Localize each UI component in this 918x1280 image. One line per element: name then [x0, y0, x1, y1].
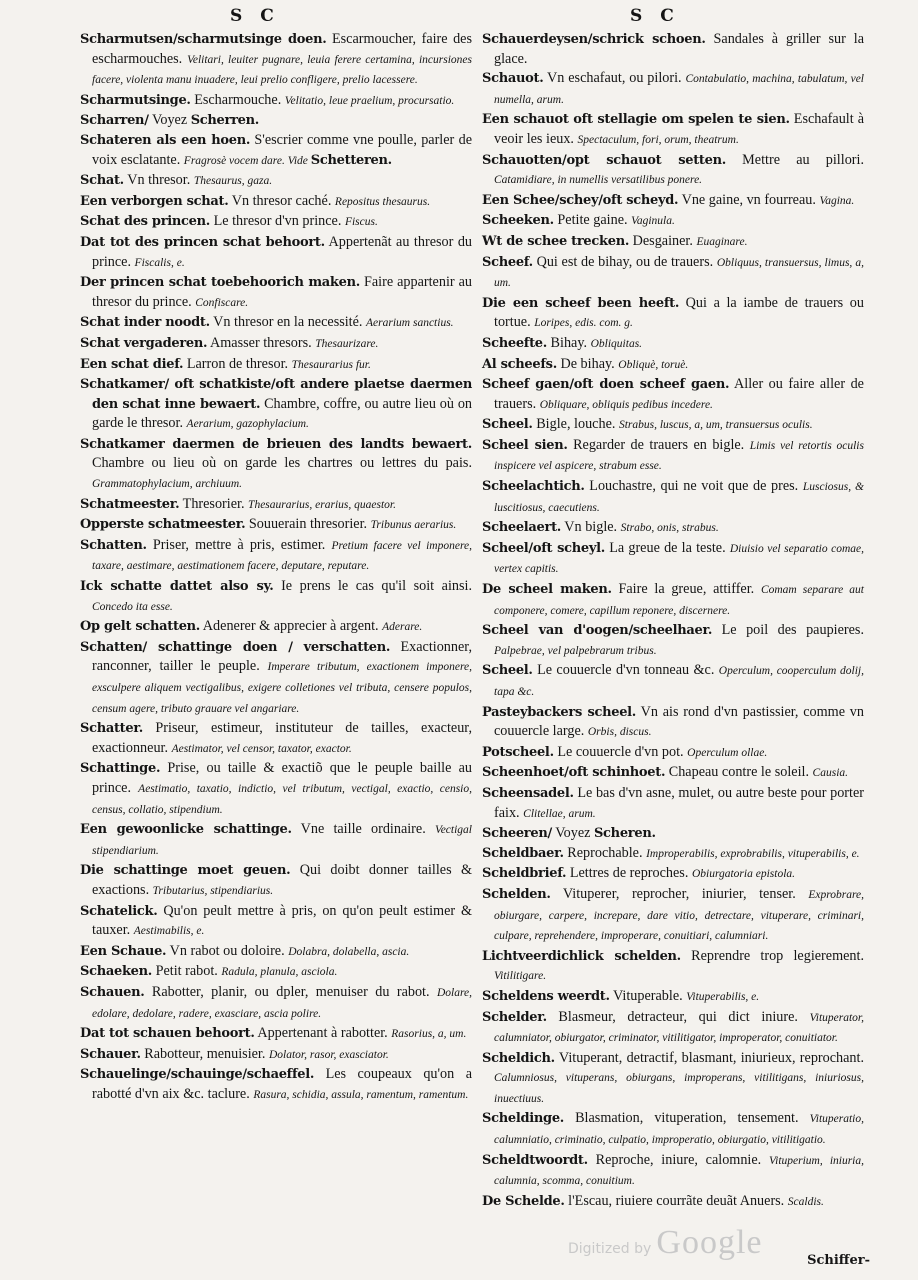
dictionary-entry	[80, 861, 472, 901]
entry-headword: Schauelinge/schauinge/schaeffel.	[80, 1067, 315, 1083]
dictionary-entry	[80, 719, 472, 759]
dictionary-entry	[80, 1065, 472, 1105]
entry-latin: Imperare tributum, exactionem imponere, exsculpere aliquem vectigalibus, exigere colletiones vel tributa, censere populos, censum agere, tributo grauare vel angariare.	[92, 661, 472, 715]
entry-french: Mettre au pillori.	[725, 151, 864, 168]
entry-headword: Scheldbaer.	[482, 845, 564, 861]
entry-french: Vituperant, detractif, blasmant, iniurieux, reprochant.	[554, 1049, 864, 1066]
entry-headword: Scheeken.	[482, 213, 554, 229]
entry-headword: Scheel van d'oogen/scheelhaer.	[482, 623, 713, 639]
entry-headword: Der princen schat toebehoorich maken.	[80, 275, 360, 291]
entry-latin: Tribunus aerarius.	[370, 519, 457, 532]
entry-headword: Scheef gaen/oft doen scheef gaen.	[482, 377, 730, 393]
entry-headword: Schattinge.	[80, 761, 161, 777]
entry-french: Vn eschafaut, ou pilori.	[543, 70, 686, 87]
entry-latin: Orbis, discus.	[587, 726, 652, 739]
dictionary-entry	[482, 844, 864, 865]
entry-latin: Velitatio, leue praelium, procursatio.	[284, 94, 455, 107]
entry-headword: Scheensadel.	[482, 785, 574, 801]
entry-latin: Obliquus, transuersus, limus, a, um.	[494, 256, 864, 290]
entry-headword: Een gewoonlicke schattinge.	[80, 822, 292, 838]
entry-latin: Strabus, luscus, a, um, transuersus oculis.	[618, 419, 813, 432]
dictionary-entry	[482, 110, 864, 150]
entry-headword: Scheldtwoordt.	[482, 1152, 588, 1168]
entry-headword: Schat vergaderen.	[80, 335, 208, 351]
entry-latin: Dolabra, dolabella, ascia.	[288, 945, 410, 958]
dictionary-entry	[80, 233, 472, 273]
entry-french: Vn thresor en la necessité.	[209, 314, 367, 331]
entry-french: Vn ais rond d'vn pastissier, comme vn couuercle large.	[494, 703, 864, 740]
entry-latin: Rasorius, a, um.	[391, 1028, 467, 1041]
dictionary-entry	[482, 30, 864, 69]
dictionary-entry	[482, 1109, 864, 1150]
entry-latin: Diuisio vel separatio comae, vertex capitis.	[494, 542, 864, 576]
dictionary-entry	[482, 1192, 864, 1213]
entry-latin: Comam separare aut componere, comere, capillum reponere, discernere.	[494, 584, 864, 617]
entry-french: Faire la greue, attiffer.	[611, 581, 761, 598]
dictionary-entry	[482, 703, 864, 743]
entry-latin: Vituperator, calumniator, obiurgator, criminator, vitilitigator, improperator, conuitiator.	[494, 1011, 864, 1045]
dictionary-entry	[80, 30, 472, 91]
entry-french: Vne taille ordinaire.	[291, 821, 435, 838]
entry-headword: Scheldbrief.	[482, 866, 567, 882]
entry-headword: Een Schee/schey/oft scheyd.	[482, 192, 679, 208]
entry-latin: Confiscare.	[195, 296, 249, 309]
dictionary-entry	[482, 784, 864, 824]
entry-headword: Al scheefs.	[482, 356, 557, 372]
entry-latin: Loripes, edis. com. g.	[534, 317, 633, 330]
entry-latin: Aerarium sanctius.	[366, 317, 454, 330]
entry-french: Larron de thresor.	[183, 355, 292, 372]
entry-french: Escarmoucher, faire des escharmouches.	[92, 31, 472, 67]
entry-headword: Schat inder noodt.	[80, 315, 210, 331]
entry-headword: Scheef.	[482, 254, 533, 270]
entry-latin: Dolator, rasor, exasciator.	[268, 1048, 389, 1061]
entry-latin: Operculum, cooperculum dolij, tapa &c.	[494, 665, 864, 698]
dictionary-entry	[482, 947, 864, 987]
dictionary-entry	[482, 580, 864, 621]
entry-french: Rabotter, planir, ou dpler, menuiser du rabot.	[144, 983, 437, 1000]
header-left-signature: S C	[230, 6, 280, 26]
entry-french: Lettres de reproches.	[566, 865, 692, 882]
dictionary-entry	[80, 902, 472, 942]
entry-latin: Pretium facere vel imponere, taxare, aestimare, aestimationem facere, deputare, reputare.	[92, 539, 472, 573]
entry-latin: Dolare, edolare, dedolare, radere, exasciare, ascia polire.	[92, 986, 472, 1020]
entry-french: Exactionner, ranconner, tailler le peuple.	[92, 638, 472, 675]
entry-latin: Scaldis.	[787, 1195, 824, 1208]
entry-latin: Euaginare.	[696, 235, 748, 248]
dictionary-entry	[482, 621, 864, 661]
header-right-signature: S C	[630, 6, 680, 26]
entry-latin: Contabulatio, machina, tabulatum, vel numella, arum.	[494, 73, 864, 106]
entry-french: Rabotteur, menuisier.	[140, 1045, 269, 1062]
entry-latin: Obiurgatoria epistola.	[691, 868, 796, 881]
entry-headword: Scheefte.	[482, 335, 547, 351]
entry-latin: Catamidiare, in numellis versatilibus ponere.	[494, 174, 703, 187]
entry-french: Escharmouche.	[190, 91, 285, 108]
entry-latin: Obliquitas.	[590, 337, 643, 350]
dictionary-entry	[80, 313, 472, 334]
entry-headword: Schatter.	[80, 721, 143, 737]
dictionary-entry	[482, 1049, 864, 1110]
dictionary-entry	[482, 355, 864, 376]
dictionary-entry	[482, 518, 864, 539]
entry-headword: Schaeken.	[80, 964, 153, 980]
dictionary-entry	[482, 232, 864, 253]
page-header	[0, 6, 918, 28]
entry-french: Les coupeaux qu'on a rabotté d'vn aix &c. taclure.	[92, 1066, 472, 1102]
dictionary-entry	[80, 617, 472, 638]
entry-french: Appertenãt au thresor du prince.	[92, 233, 473, 270]
entry-french: Voyez	[551, 825, 594, 842]
entry-latin: Palpebrae, vel palpebrarum tribus.	[494, 644, 657, 657]
entry-french: Priseur, estimeur, instituteur de tailles, exacteur, exactionneur.	[92, 720, 472, 756]
entry-headword: Scharren/	[80, 113, 149, 129]
dictionary-entry	[80, 334, 472, 355]
entry-french: Blasmeur, detracteur, qui dict iniure.	[546, 1008, 810, 1025]
dictionary-entry	[80, 355, 472, 376]
dictionary-entry	[482, 743, 864, 764]
entry-latin: Exprobrare, obiurgare, carpere, increpare, dare vitio, detrectare, vituperare, criminari, culpare, reprehendere, improperare, conuitiari, calumniari.	[494, 888, 864, 943]
dictionary-entry	[80, 536, 472, 577]
entry-headword: Scheenhoet/oft schinhoet.	[482, 765, 666, 781]
dictionary-entry	[80, 273, 472, 313]
entry-latin: Repositus thesaurus.	[334, 195, 431, 208]
entry-headword: Scheldich.	[482, 1050, 555, 1066]
dictionary-entry	[482, 253, 864, 294]
entry-latin: Aderare.	[382, 621, 423, 634]
entry-headword: Schat.	[80, 173, 124, 189]
dictionary-entry	[80, 638, 472, 719]
entry-headword: Een schat dief.	[80, 356, 184, 372]
entry-french: Faire appartenir au thresor du prince.	[92, 274, 473, 310]
digitized-watermark	[568, 1224, 762, 1262]
dictionary-entry	[80, 171, 472, 192]
entry-headword: Wt de schee trecken.	[482, 233, 630, 249]
entry-french: Prise, ou taille & exactiõ que le peuple baille au prince.	[92, 760, 472, 796]
dictionary-entry	[80, 759, 472, 820]
dictionary-entry	[482, 294, 864, 334]
entry-french: La greue de la teste.	[605, 539, 730, 556]
entry-latin: Improperabilis, exprobrabilis, vituperabilis, e.	[646, 847, 860, 860]
entry-latin: Vitilitigare.	[494, 970, 547, 983]
dictionary-entry	[80, 942, 472, 963]
entry-latin: Vectigal stipendiarium.	[92, 824, 472, 857]
entry-french: Eschafault à veoir les ieux.	[494, 111, 864, 147]
entry-french: Amasser thresors.	[207, 334, 316, 351]
entry-headword: Scheldinge.	[482, 1111, 565, 1127]
entry-latin: Aerarium, gazophylacium.	[186, 418, 309, 431]
dictionary-entry	[482, 661, 864, 702]
entry-french: Adenerer & apprecier à argent.	[200, 618, 383, 635]
entry-headword: Scheelachtich.	[482, 479, 585, 495]
entry-french: Desgainer.	[629, 232, 697, 249]
entry-headword: Schauerdeysen/schrick schoen.	[482, 32, 706, 47]
entry-headword: Schelden.	[482, 886, 551, 902]
entry-latin: Vaginula.	[631, 215, 675, 228]
entry-latin: Vagina.	[819, 194, 855, 207]
dictionary-entry	[80, 375, 472, 435]
dictionary-entry	[80, 983, 472, 1024]
entry-latin: Calumniosus, vituperans, obiurgans, improperans, vitilitigans, iniuriosus, inuectiuus.	[494, 1072, 864, 1105]
entry-cross-reference: Scherren.	[190, 113, 259, 129]
entry-latin: Tributarius, stipendiarius.	[152, 884, 274, 897]
entry-french: Qui a la iambe de trauers ou tortue.	[494, 294, 864, 331]
entry-latin: Radula, planula, asciola.	[221, 966, 338, 979]
entry-latin: Aestimabilis, e.	[133, 925, 205, 938]
dictionary-entry	[482, 539, 864, 580]
entry-french: Le thresor d'vn prince.	[210, 213, 345, 230]
entry-headword: De scheel maken.	[482, 582, 612, 598]
entry-french: Regarder de trauers en bigle.	[567, 436, 750, 453]
entry-headword: Dat tot des princen schat behoort.	[80, 234, 325, 250]
entry-french: Le poil des paupieres.	[712, 622, 864, 639]
entry-latin: Obliquare, obliquis pedibus incedere.	[539, 398, 713, 411]
entry-french: Aller ou faire aller de trauers.	[494, 376, 864, 412]
dictionary-entry	[482, 151, 864, 191]
dictionary-entry	[80, 192, 472, 213]
dictionary-entry	[482, 824, 864, 844]
dictionary-entry	[80, 962, 472, 983]
entry-headword: Schatkamer daermen de brieuen des landts bewaert.	[80, 436, 472, 452]
entry-french: Priser, mettre à pris, estimer.	[146, 536, 332, 553]
entry-french: Chapeau contre le soleil.	[665, 764, 813, 781]
entry-latin: Thesaurarius, erarius, quaestor.	[248, 498, 396, 511]
entry-french: Blasmation, vituperation, tensement.	[564, 1110, 810, 1127]
entry-french: Reprochable.	[563, 844, 647, 861]
entry-latin: Fragrosè vocem dare. Vide	[183, 154, 311, 167]
entry-french: Qui doibt donner tailles & exactions.	[92, 862, 472, 898]
dictionary-entry	[482, 885, 864, 947]
entry-latin: Spectaculum, fori, orum, theatrum.	[577, 133, 739, 146]
dictionary-entry	[482, 1008, 864, 1049]
entry-headword: Schauotten/opt schauot setten.	[482, 152, 726, 168]
entry-french: Thresorier.	[179, 495, 249, 512]
entry-french: Vituperer, reprocher, iniurier, tenser.	[550, 885, 809, 902]
dictionary-entry	[80, 111, 472, 131]
entry-latin: Clitellae, arum.	[523, 807, 596, 820]
entry-headword: Op gelt schatten.	[80, 619, 201, 635]
entry-headword: Een Schaue.	[80, 943, 167, 959]
entry-french: Bigle, louche.	[532, 416, 619, 433]
catchword: Schiffer-	[807, 1253, 870, 1268]
dictionary-entry	[80, 820, 472, 861]
left-column	[80, 30, 472, 1105]
dictionary-entry	[482, 415, 864, 436]
entry-headword: De Schelde.	[482, 1193, 565, 1209]
dictionary-entry	[80, 91, 472, 112]
right-column	[482, 30, 864, 1212]
entry-latin: Limis vel retortis oculis inspicere vel aspicere, strabum esse.	[494, 439, 864, 473]
entry-headword: Scheeren/	[482, 826, 552, 842]
entry-headword: Scheel sien.	[482, 437, 568, 453]
dictionary-entry	[80, 515, 472, 536]
entry-headword: Opperste schatmeester.	[80, 517, 246, 533]
entry-headword: Een verborgen schat.	[80, 193, 229, 209]
dictionary-entry	[80, 212, 472, 233]
entry-french: Reproche, iniure, calomnie.	[587, 1151, 769, 1168]
entry-latin: Thesaurarius fur.	[291, 358, 371, 371]
entry-headword: Schatten/ schattinge doen / verschatten.	[80, 639, 391, 655]
entry-french: l'Escau, riuiere courrãte deuãt Anuers.	[564, 1192, 788, 1209]
dictionary-entry	[80, 495, 472, 516]
entry-latin: Lusciosus, & luscitiosus, caecutiens.	[494, 481, 864, 514]
entry-headword: Scheelaert.	[482, 520, 562, 536]
entry-headword: Scheel.	[482, 417, 533, 433]
dictionary-entry	[482, 1151, 864, 1192]
entry-headword: Een schauot oft stellagie om spelen te sien.	[482, 112, 790, 128]
entry-latin: Strabo, onis, strabus.	[620, 522, 719, 535]
entry-french: Bihay.	[547, 334, 591, 351]
google-logo: Google	[656, 1224, 763, 1261]
entry-french: Petit rabot.	[152, 963, 222, 980]
entry-french: Vituperable.	[609, 987, 687, 1004]
entry-headword: Scheel/oft scheyl.	[482, 540, 606, 556]
entry-french: Appertenant à rabotter.	[254, 1025, 392, 1042]
entry-french: Qui est de bihay, ou de trauers.	[532, 253, 717, 270]
entry-french: Chambre, coffre, ou autre lieu où on garde le thresor.	[92, 395, 473, 432]
entry-latin: Fiscalis, e.	[134, 256, 185, 269]
entry-french: Le couuercle d'vn pot.	[553, 743, 688, 760]
entry-french: Vn rabot ou doloire.	[166, 942, 289, 959]
watermark-prefix: Digitized by	[568, 1241, 652, 1257]
entry-headword: Schatelick.	[80, 903, 158, 919]
entry-headword: Schatkamer/ oft schatkiste/oft andere plaetse daermen den schat inne bewaert.	[80, 377, 472, 412]
dictionary-entry	[80, 131, 472, 171]
entry-headword: Schatmeester.	[80, 496, 180, 512]
entry-french: Vn bigle.	[561, 519, 621, 536]
entry-latin: Grammatophylacium, archiuum.	[92, 478, 243, 491]
entry-headword: Die schattinge moet geuen.	[80, 863, 291, 879]
dictionary-entry	[482, 375, 864, 415]
entry-french: S'escrier comme vne poulle, parler de voix esclatante.	[92, 131, 472, 168]
entry-latin: Rasura, schidia, assula, ramentum, ramentum.	[253, 1088, 469, 1101]
entry-french: Qu'on peult mettre à pris, on qu'on peult estimer & tauxer.	[92, 902, 472, 939]
dictionary-entry	[482, 69, 864, 110]
entry-latin: Thesaurus, gaza.	[193, 175, 273, 188]
entry-french: Vn thresor caché.	[228, 192, 335, 209]
entry-latin: Vituperabilis, e.	[686, 990, 760, 1003]
entry-french: Le bas d'vn asne, mulet, ou autre beste pour porter faix.	[494, 784, 864, 821]
entry-latin: Vituperium, iniuria, calumnia, scomma, conuitium.	[494, 1154, 864, 1188]
dictionary-entry	[80, 1045, 472, 1066]
entry-latin: Concedo ita esse.	[92, 600, 173, 613]
dictionary-entry	[482, 191, 864, 212]
entry-french: Le couuercle d'vn tonneau &c.	[532, 662, 719, 679]
entry-headword: Pasteybackers scheel.	[482, 704, 637, 720]
entry-french: Petite gaine.	[553, 212, 632, 229]
dictionary-entry	[482, 436, 864, 477]
dictionary-entry	[80, 435, 472, 495]
entry-headword: Schauot.	[482, 71, 544, 87]
entry-headword: Scharmutsen/scharmutsinge doen.	[80, 32, 327, 47]
entry-french: Ie prens le cas qu'il soit ainsi.	[273, 578, 472, 595]
entry-latin: Obliquè, toruè.	[618, 358, 689, 371]
entry-headword: Lichtveerdichlick schelden.	[482, 948, 681, 964]
entry-headword: Ick schatte dattet also sy.	[80, 579, 274, 595]
entry-latin: Fiscus.	[344, 216, 378, 229]
dictionary-entry	[482, 763, 864, 784]
entry-headword: Die een scheef been heeft.	[482, 295, 680, 311]
entry-latin: Thesaurizare.	[315, 337, 379, 350]
entry-headword: Scharmutsinge.	[80, 92, 191, 108]
dictionary-entry	[80, 577, 472, 617]
entry-cross-reference: Scheren.	[593, 826, 656, 842]
entry-french: Reprendre trop legierement.	[680, 947, 864, 964]
entry-headword: Scheel.	[482, 663, 533, 679]
dictionary-entry	[482, 334, 864, 355]
entry-headword: Schelder.	[482, 1009, 547, 1025]
entry-headword: Scheldens weerdt.	[482, 988, 610, 1004]
entry-french: Louchastre, qui ne voit que de pres.	[584, 478, 803, 495]
dictionary-entry	[80, 1024, 472, 1045]
entry-latin: Causia.	[812, 767, 849, 780]
entry-headword: Dat tot schauen behoort.	[80, 1026, 255, 1042]
dictionary-entry	[482, 211, 864, 232]
entry-latin: Operculum ollae.	[687, 746, 768, 759]
entry-cross-reference: Schetteren.	[310, 152, 392, 168]
dictionary-entry	[482, 477, 864, 518]
entry-french: De bihay.	[556, 355, 619, 372]
entry-headword: Schat des princen.	[80, 214, 211, 230]
entry-headword: Schauen.	[80, 984, 145, 1000]
entry-headword: Potscheel.	[482, 744, 554, 760]
entry-latin: Vituperatio, calumniatio, criminatio, culpatio, improperatio, obiurgatio, vitilitigatio.	[494, 1113, 864, 1147]
entry-latin: Velitari, leuiter pugnare, leuia ferere certamina, incursiones facere, violenta manu inuadere, leui prelio confligere, prelio lacessere.	[92, 53, 472, 87]
entry-french: Vne gaine, vn fourreau.	[678, 191, 820, 208]
entry-latin: Aestimator, vel censor, taxator, exactor.	[171, 742, 352, 755]
entry-french: Sandales à griller sur la glace.	[494, 31, 864, 67]
entry-french: Vn thresor.	[123, 172, 194, 189]
entry-headword: Schateren als een hoen.	[80, 132, 251, 148]
entry-headword: Schatten.	[80, 537, 147, 553]
entry-french: Voyez	[148, 112, 191, 129]
entry-headword: Schauer.	[80, 1046, 141, 1062]
dictionary-entry	[482, 987, 864, 1008]
entry-latin: Aestimatio, taxatio, indictio, vel tributum, vectigal, exactio, censio, census, collatio, stipendium.	[92, 782, 473, 816]
entry-french: Souuerain thresorier.	[245, 516, 371, 533]
dictionary-entry	[482, 864, 864, 885]
entry-french: Chambre ou lieu où on garde les chartres ou lettres du pais.	[92, 455, 472, 472]
